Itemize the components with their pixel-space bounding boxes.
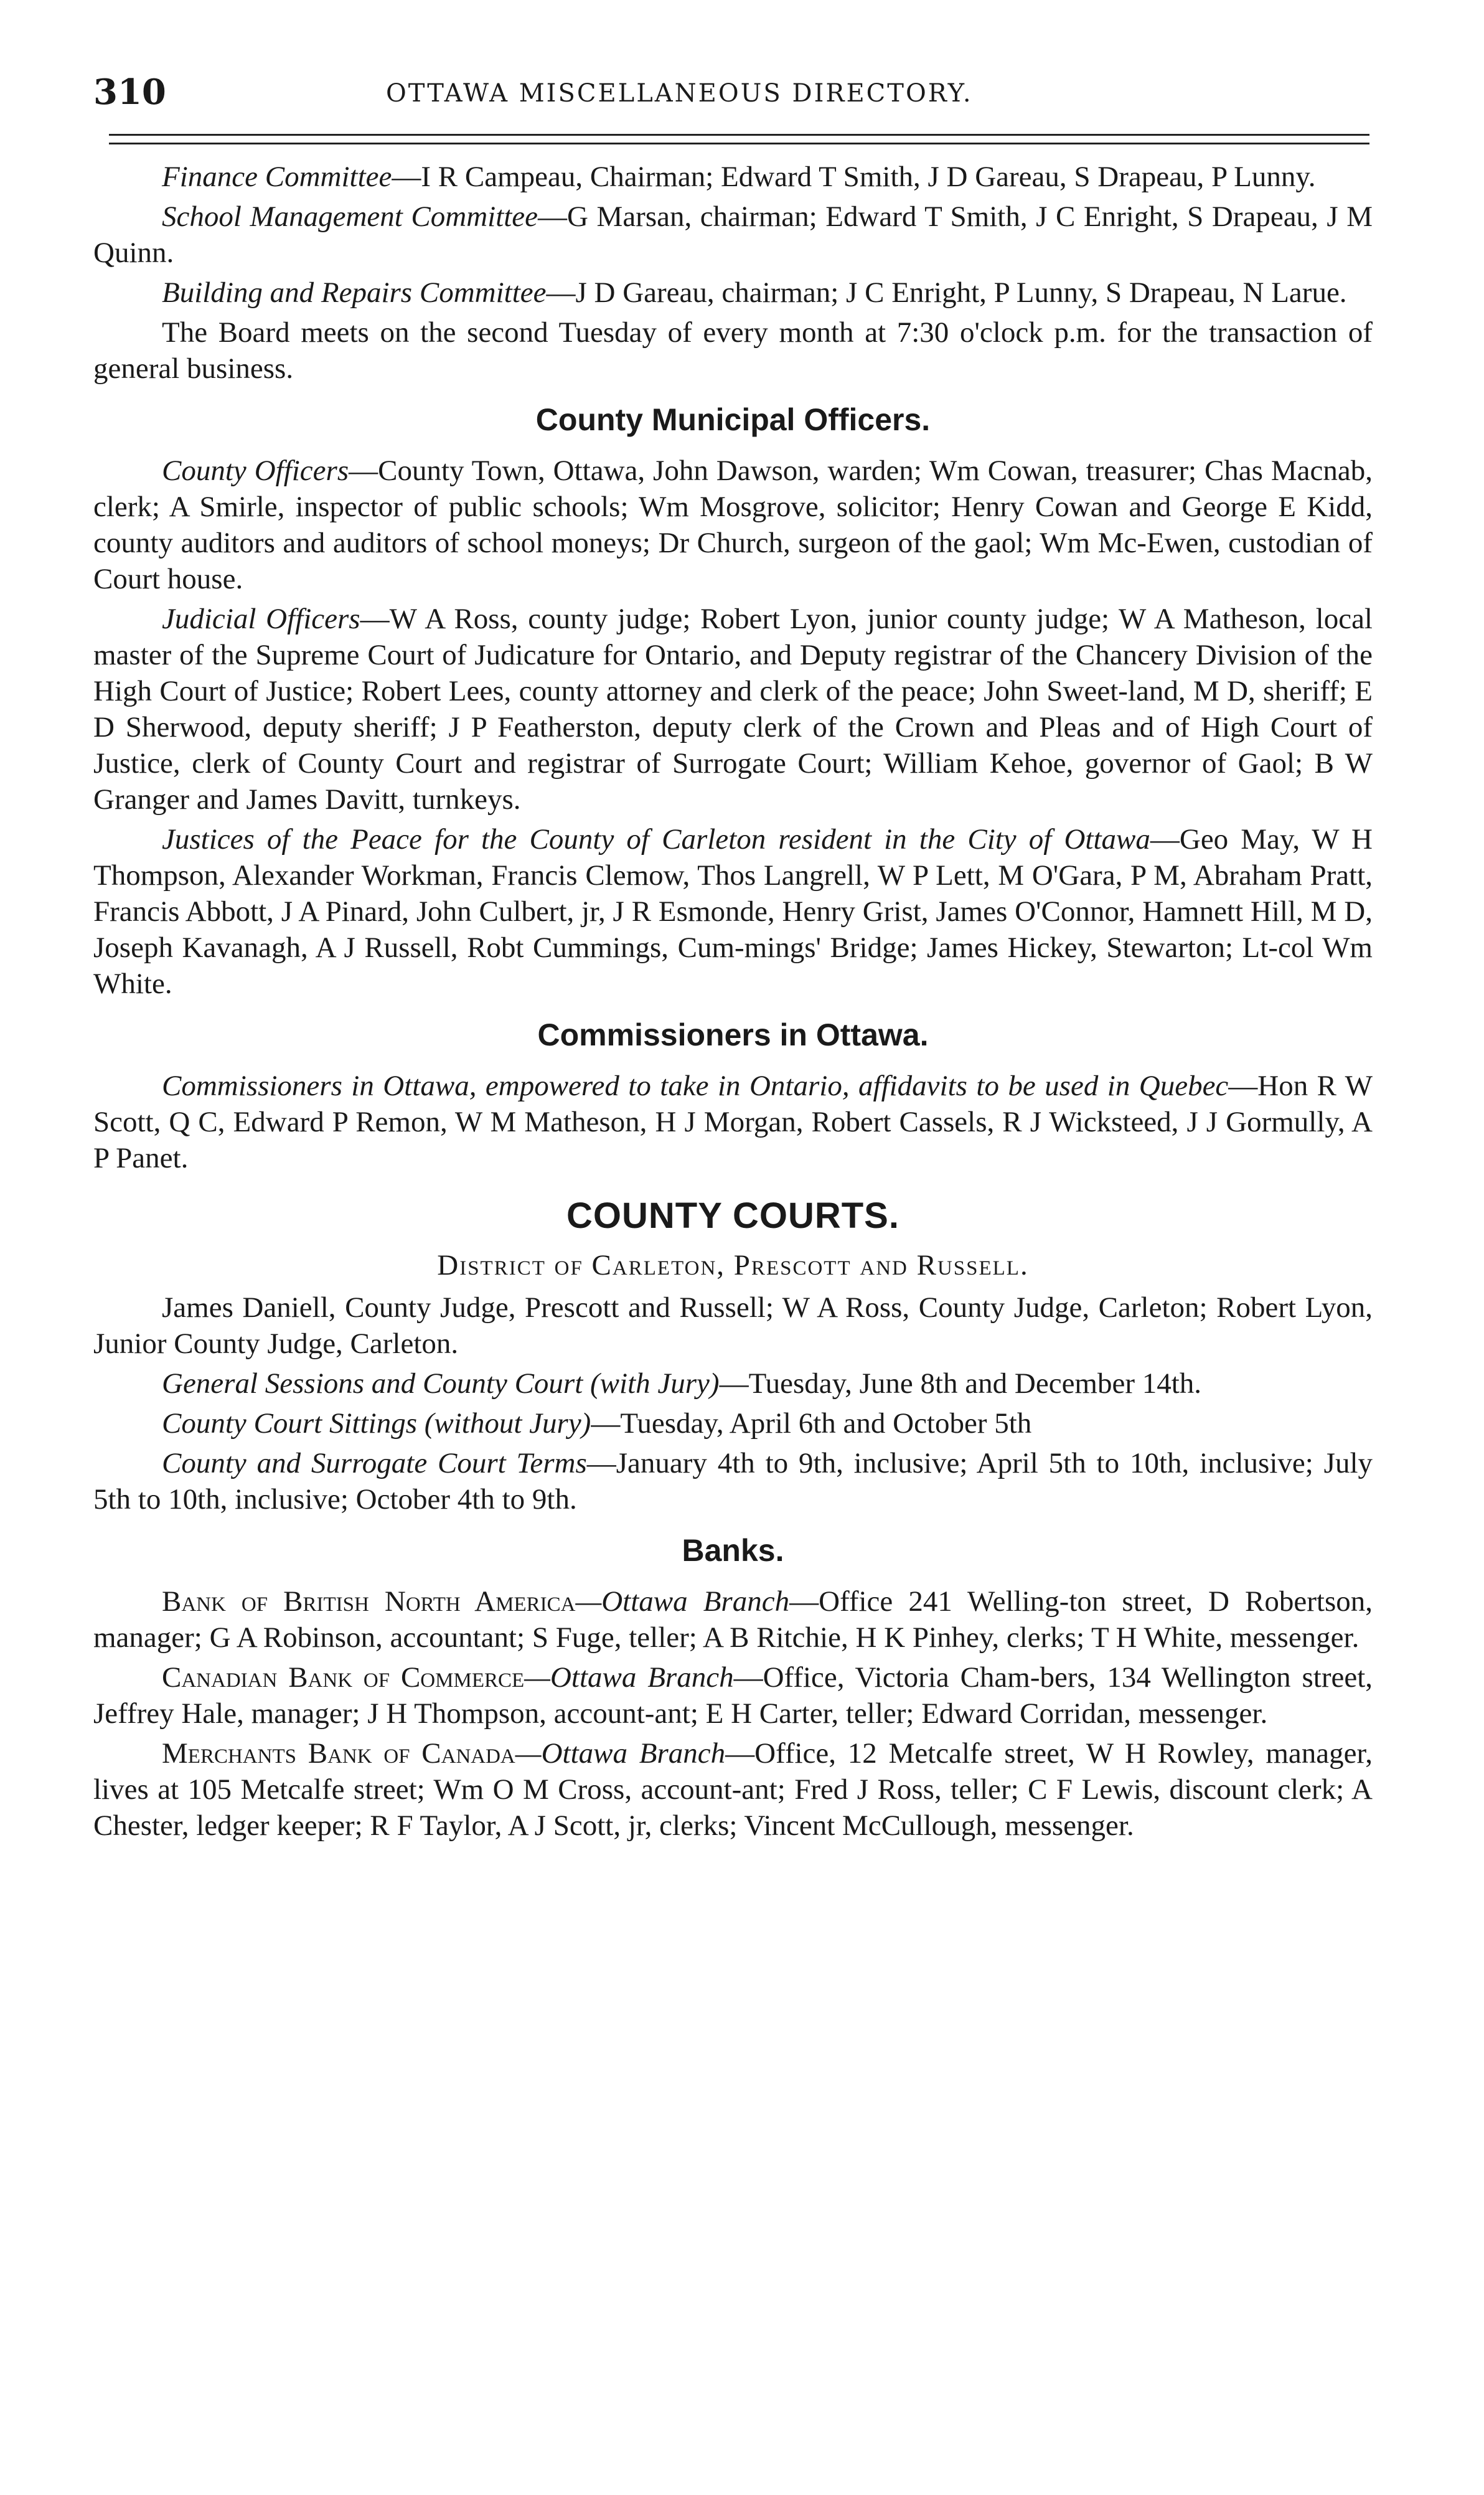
justices-entry: [93, 821, 1373, 1002]
page-content: [93, 159, 1373, 1847]
school-committee-entry: [93, 199, 1373, 271]
entry-text: —G Marsan, chairman; Edward T Smith, J C Enright, S Drapeau, J M Quinn.: [93, 200, 1373, 269]
commissioners-heading: Commissioners in Ottawa.: [537, 1017, 929, 1052]
merchants-bank-entry: [93, 1735, 1373, 1844]
entry-text: —W A Ross, county judge; Robert Lyon, junior county judge; W A Matheson, local master of the Supreme Court of Judicature for Ontario, and Deputy registrar of the Chancery Division of the High Court of Justice; Robert Lees, county attorney and clerk of the peace; John Sweet-land, M D, sheriff; E D Sherwood, deputy sheriff; J P Featherston, deputy clerk of the Crown and Pleas and of High Court of Justice, clerk of County Court and registrar of Surrogate Court; William Kehoe, governor of Gaol; B W Granger and James Davitt, turnkeys.: [93, 603, 1373, 816]
page-header: [93, 72, 1369, 115]
entry-text: —January 4th to 9th, inclusive; April 5th to 10th, inclusive; July 5th to 10th, inclusive; October 4th to 9th.: [93, 1447, 1373, 1516]
header-rule-top: [109, 134, 1369, 136]
bank-branch: —Ottawa Branch: [575, 1585, 790, 1618]
entry-text: —Hon R W Scott, Q C, Edward P Remon, W M Matheson, H J Morgan, Robert Cassels, R J Wicksteed, J J Gormully, A P Panet.: [93, 1070, 1373, 1174]
bank-of-commerce-entry: [93, 1659, 1373, 1732]
entry-lead: Judicial Officers: [162, 603, 360, 635]
finance-committee-entry: [93, 159, 1373, 195]
county-courts-heading: COUNTY COURTS.: [566, 1196, 899, 1236]
bank-branch: —Ottawa Branch: [515, 1737, 726, 1770]
entry-text: —Tuesday, June 8th and December 14th.: [719, 1367, 1202, 1400]
entry-text: —County Town, Ottawa, John Dawson, warden; Wm Cowan, treasurer; Chas Macnab, clerk; A Smirle, inspector of public schools; Wm Mosgrove, solicitor; Henry Cowan and George E Kidd, county auditors and auditors of school moneys; Dr Church, surgeon of the gaol; Wm Mc-Ewen, custodian of Court house.: [93, 455, 1373, 595]
district-subheading: District of Carleton, Prescott and Russell.: [437, 1249, 1029, 1281]
board-meeting-note: The Board meets on the second Tuesday of every month at 7:30 o'clock p.m. for the transaction of general business.: [93, 316, 1373, 385]
court-terms-entry: [93, 1445, 1373, 1517]
county-officers-entry: [93, 453, 1373, 597]
bank-branch: —Ottawa Branch: [524, 1661, 734, 1694]
entry-lead: Finance Committee: [162, 161, 392, 193]
entry-text: —Geo May, W H Thompson, Alexander Workman, Francis Clemow, Thos Langrell, W P Lett, M O'Gara, P M, Abraham Pratt, Francis Abbott, J A Pinard, John Culbert, jr, J R Esmonde, Henry Grist, James O'Connor, Hamnett Hill, M D, Joseph Kavanagh, A J Russell, Robt Cummings, Cum-mings' Bridge; James Hickey, Stewarton; Lt-col Wm White.: [93, 823, 1373, 1000]
entry-lead: School Management Committee: [162, 200, 538, 233]
building-committee-entry: [93, 275, 1373, 311]
entry-lead: County and Surrogate Court Terms: [162, 1447, 587, 1479]
bank-british-north-america-entry: [93, 1583, 1373, 1656]
entry-lead: County Officers: [162, 455, 349, 487]
entry-lead: General Sessions and County Court (with Jury): [162, 1367, 720, 1400]
header-rule-bottom: [109, 143, 1369, 144]
entry-lead: Justices of the Peace for the County of Carleton resident in the City of Ottawa: [162, 823, 1150, 856]
entry-lead: County Court Sittings (without Jury): [162, 1407, 591, 1440]
entry-text: —I R Campeau, Chairman; Edward T Smith, J D Gareau, S Drapeau, P Lunny.: [392, 161, 1316, 193]
entry-text: —Office 241 Welling-ton street, D Robertson, manager; G A Robinson, accountant; S Fuge, teller; A B Ritchie, H K Pinhey, clerks; T H White, messenger.: [93, 1585, 1373, 1654]
entry-text: —J D Gareau, chairman; J C Enright, P Lunny, S Drapeau, N Larue.: [546, 276, 1347, 309]
entry-lead: Building and Repairs Committee: [162, 276, 547, 309]
commissioners-entry: [93, 1068, 1373, 1176]
bank-name: Merchants Bank of Canada: [162, 1737, 515, 1770]
running-title: OTTAWA MISCELLANEOUS DIRECTORY.: [386, 79, 973, 108]
county-officers-heading: County Municipal Officers.: [535, 402, 931, 437]
general-sessions-entry: [93, 1365, 1373, 1402]
bank-name: Bank of British North America: [162, 1585, 576, 1618]
bank-name: Canadian Bank of Commerce: [162, 1661, 525, 1694]
judicial-officers-entry: [93, 601, 1373, 818]
county-judges-entry: James Daniell, County Judge, Prescott and Russell; W A Ross, County Judge, Carleton; Robert Lyon, Junior County Judge, Carleton.: [93, 1291, 1373, 1360]
entry-text: —Office, 12 Metcalfe street, W H Rowley, manager, lives at 105 Metcalfe street; Wm O M Cross, account-ant; Fred J Ross, teller; C F Lewis, discount clerk; A Chester, ledger keeper; R F Taylor, A J Scott, jr, clerks; Vincent McCullough, messenger.: [93, 1737, 1373, 1842]
banks-heading: Banks.: [682, 1533, 784, 1568]
court-sittings-entry: [93, 1405, 1373, 1441]
entry-text: —Office, Victoria Cham-bers, 134 Wellington street, Jeffrey Hale, manager; J H Thompson, account-ant; E H Carter, teller; Edward Corridan, messenger.: [93, 1661, 1373, 1730]
entry-lead: Commissioners in Ottawa, empowered to take in Ontario, affidavits to be used in Quebec: [162, 1070, 1229, 1102]
page-number: 310: [93, 72, 166, 113]
entry-text: —Tuesday, April 6th and October 5th: [591, 1407, 1032, 1440]
